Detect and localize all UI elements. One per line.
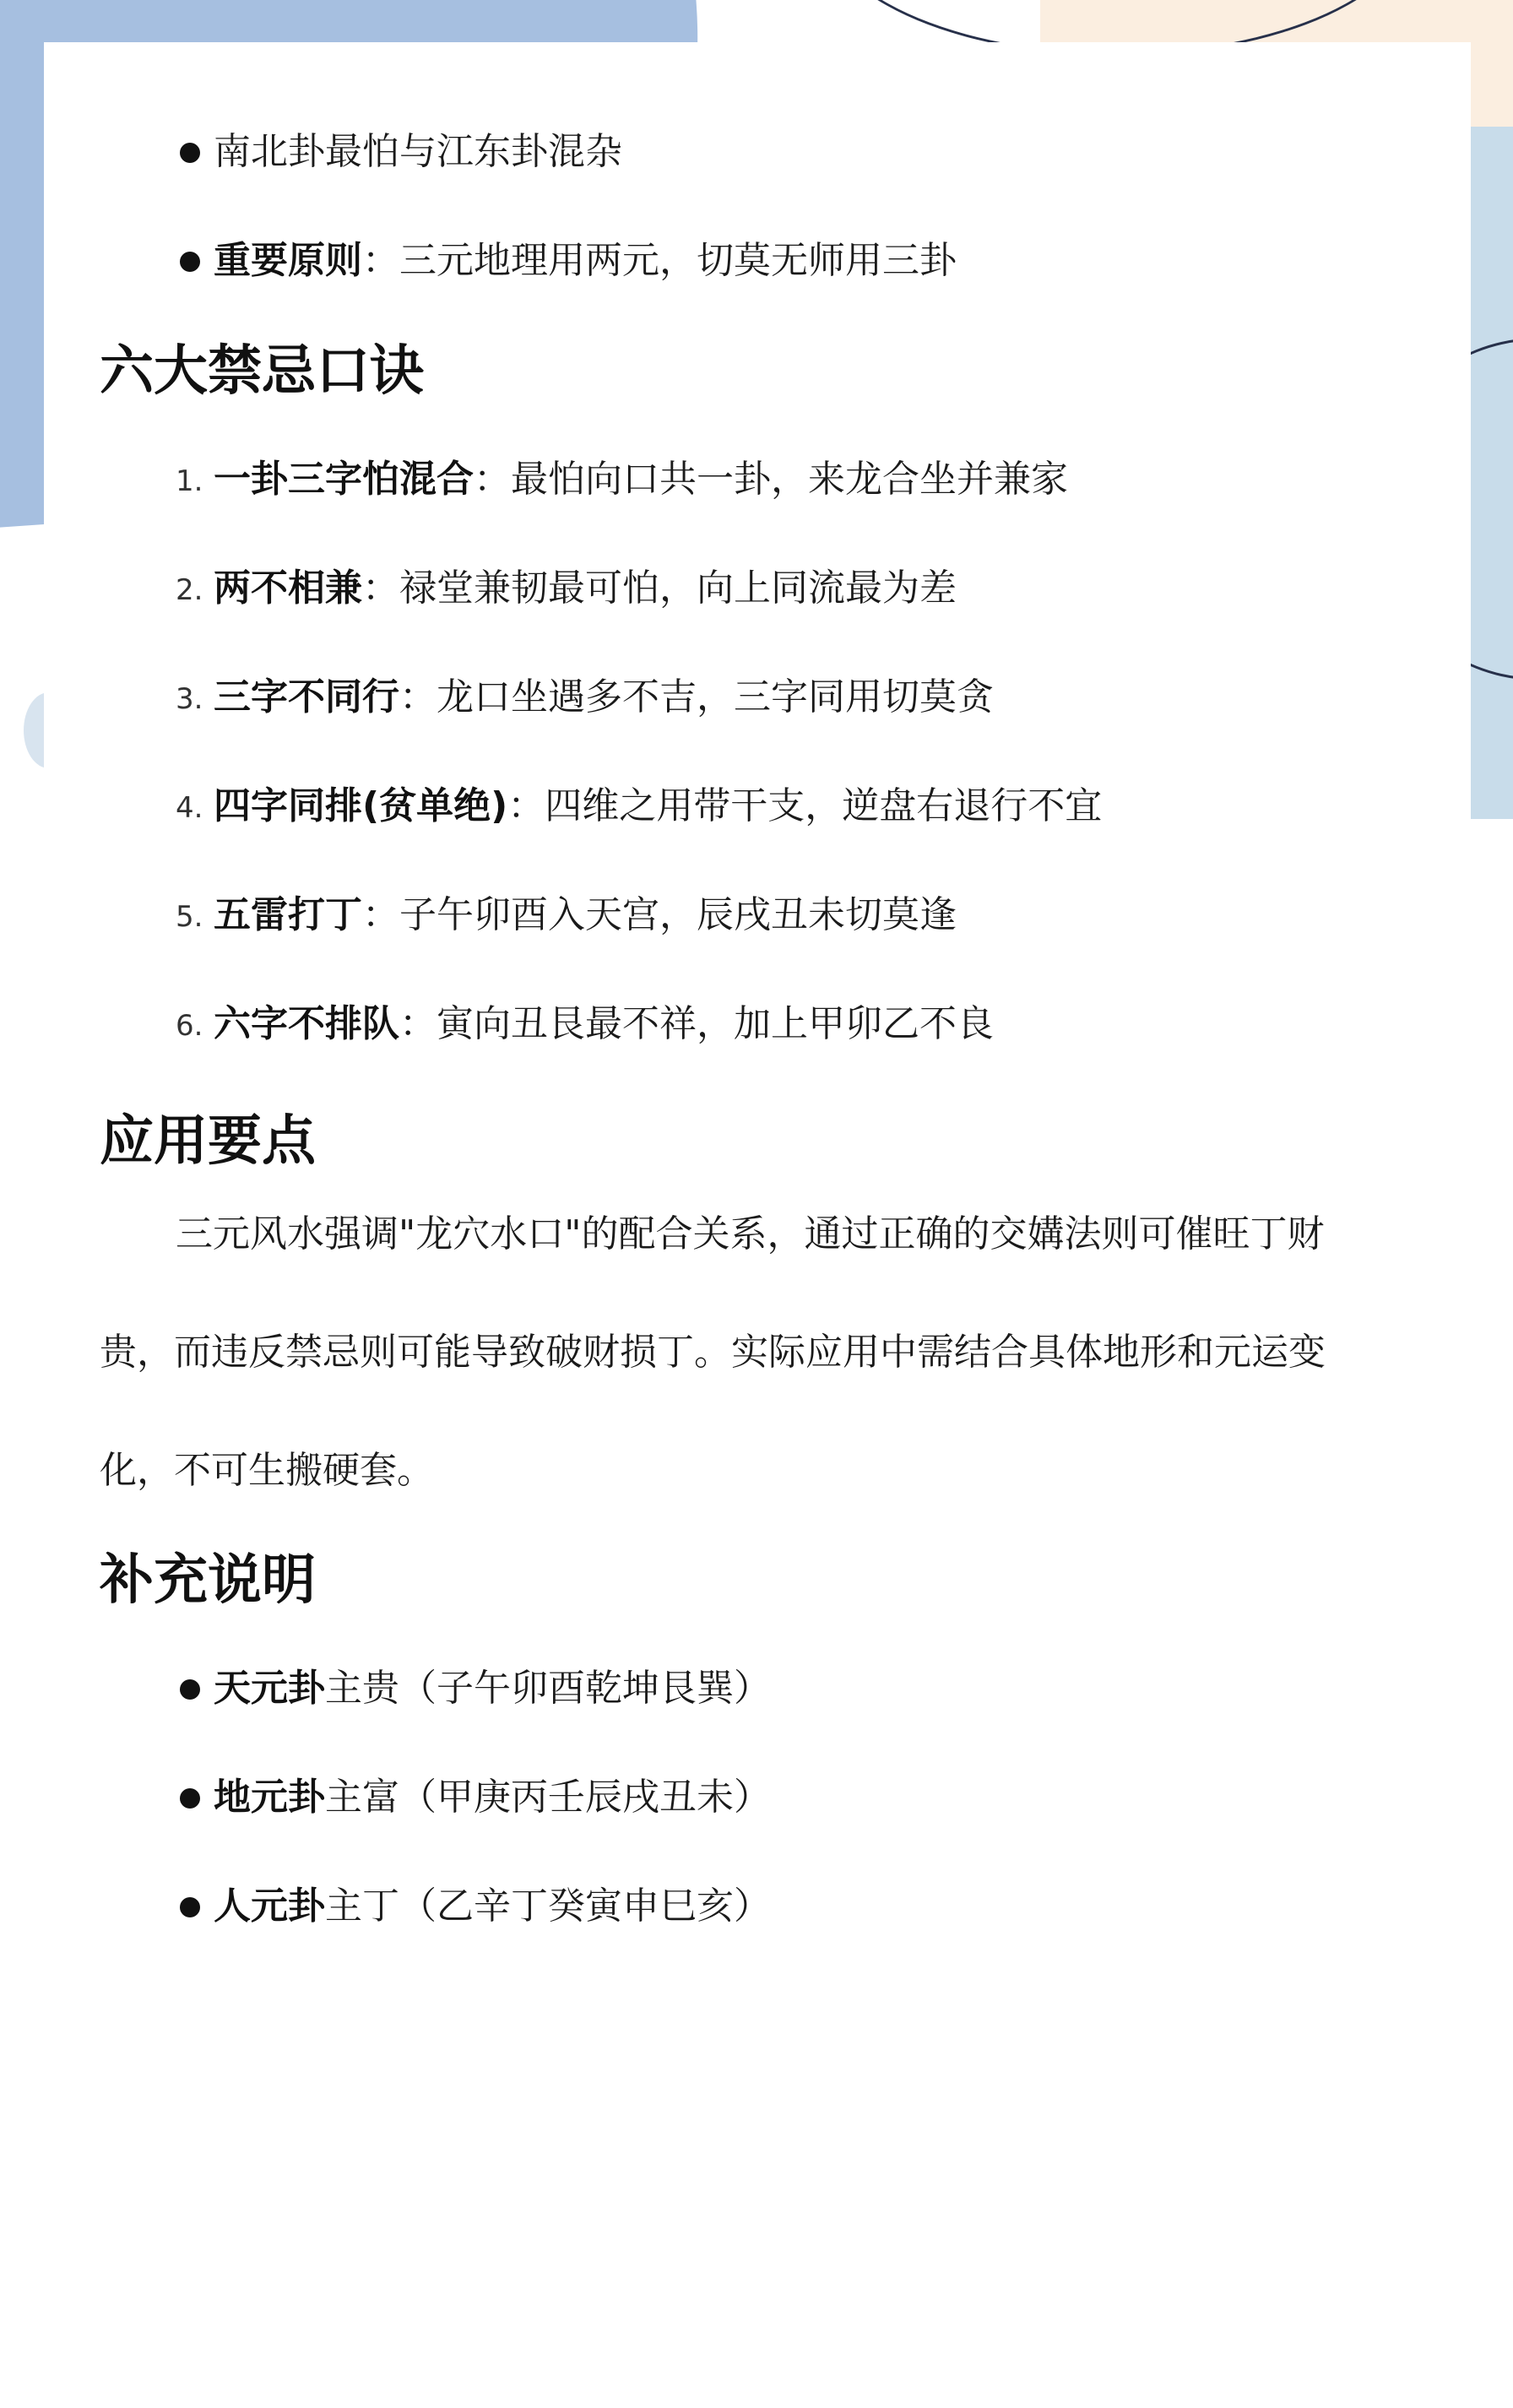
intro-bullet-2 <box>100 236 1383 286</box>
taboo-item <box>100 999 1383 1049</box>
bullet-text: 三元地理用两元，切莫无师用三卦 <box>399 239 957 282</box>
bullet-text: 南北卦最怕与江东卦混杂 <box>214 130 622 173</box>
item-text: 龙口坐遇多不吉，三字同用切莫贪 <box>437 675 994 719</box>
taboo-item <box>100 890 1383 941</box>
taboo-item <box>100 672 1383 723</box>
taboo-item <box>100 781 1383 832</box>
item-number: 1. <box>176 464 203 498</box>
application-paragraph: 三元风水强调"龙穴水口"的配合关系，通过正确的交媾法则可催旺丁财贵，而违反禁忌则可能导致破财损丁。实际应用中需结合具体地形和元运变化，不可生搬硬套。 <box>100 1212 1326 1492</box>
section-title-taboos: 六大禁忌口诀 <box>100 340 424 403</box>
bullet-text: 主丁（乙辛丁癸寅申巳亥） <box>325 1885 771 1928</box>
item-bold: 四字同排(贫单绝) <box>214 784 508 827</box>
item-number: 3. <box>176 682 203 716</box>
item-bold: 一卦三字怕混合 <box>214 458 474 501</box>
item-number: 5. <box>176 900 203 934</box>
item-separator: ： <box>362 567 399 610</box>
item-text: 禄堂兼韧最可怕，向上同流最为差 <box>399 567 957 610</box>
taboo-list <box>100 454 1383 1049</box>
section-title-supplement: 补充说明 <box>100 1549 316 1612</box>
item-bold: 六字不排队 <box>214 1002 399 1045</box>
item-separator: ： <box>399 1002 437 1045</box>
item-text: 四维之用带干支，逆盘右退行不宜 <box>545 784 1103 827</box>
bullet-separator: ： <box>362 239 399 282</box>
item-separator: ： <box>507 784 545 827</box>
bullet-bold: 人元卦 <box>214 1885 325 1928</box>
item-text: 子午卯酉入天宫，辰戌丑未切莫逢 <box>399 893 957 936</box>
intro-bullet-1 <box>100 127 1383 177</box>
section-title-application: 应用要点 <box>100 1110 316 1173</box>
item-bold: 三字不同行 <box>214 675 399 719</box>
item-separator: ： <box>474 458 511 501</box>
taboo-item <box>100 454 1383 505</box>
item-text: 最怕向口共一卦，来龙合坐并兼家 <box>511 458 1068 501</box>
item-text: 寅向丑艮最不祥，加上甲卯乙不良 <box>437 1002 994 1045</box>
bullet-bold: 重要原则 <box>214 239 362 282</box>
bullet-text: 主贵（子午卯酉乾坤艮巽） <box>325 1667 771 1710</box>
item-number: 4. <box>176 791 203 825</box>
supplement-bullet-tian <box>100 1663 1383 1714</box>
bullet-bold: 天元卦 <box>214 1667 325 1710</box>
item-number: 2. <box>176 573 203 607</box>
item-separator: ： <box>399 675 437 719</box>
bullet-text: 主富（甲庚丙壬辰戌丑未） <box>325 1776 771 1819</box>
bullet-bold: 地元卦 <box>214 1776 325 1819</box>
item-separator: ： <box>362 893 399 936</box>
article-content <box>100 127 1383 1990</box>
item-bold: 五雷打丁 <box>214 893 362 936</box>
taboo-item <box>100 563 1383 614</box>
item-bold: 两不相兼 <box>214 567 362 610</box>
supplement-bullet-ren <box>100 1881 1383 1932</box>
item-number: 6. <box>176 1009 203 1043</box>
supplement-bullet-di <box>100 1772 1383 1823</box>
